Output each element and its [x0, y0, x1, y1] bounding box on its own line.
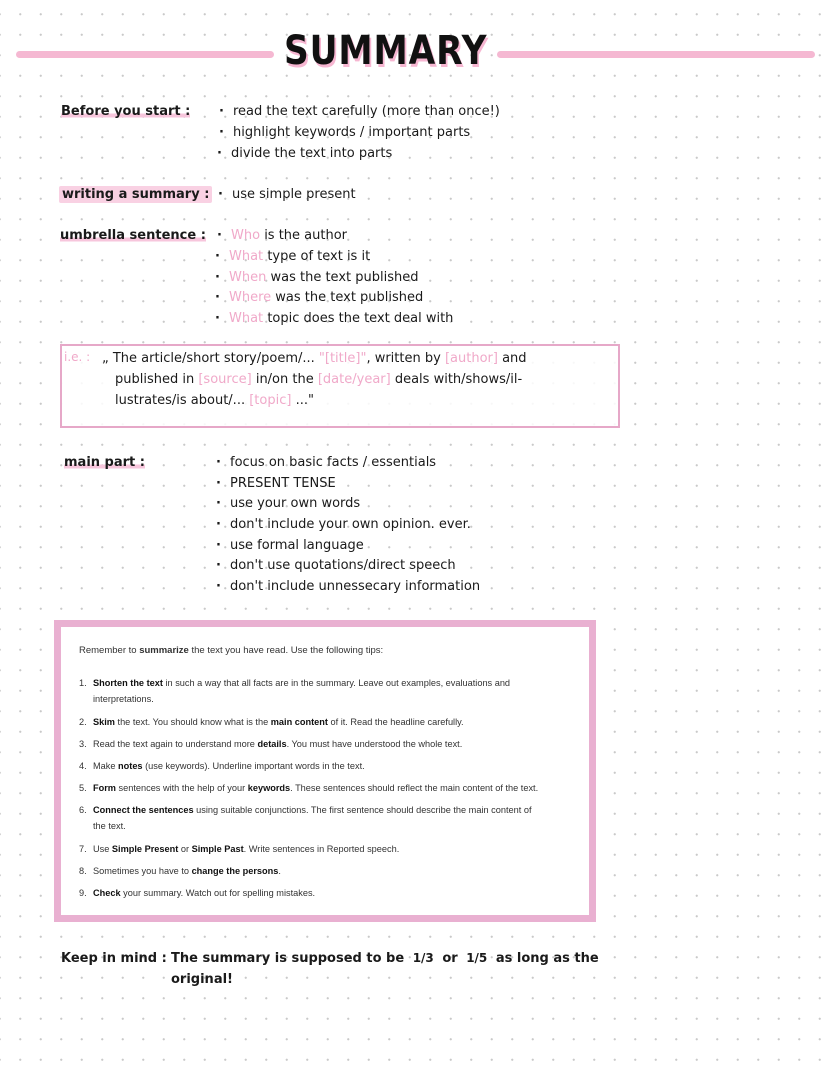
umbrella-item: · Where was the text published: [229, 290, 423, 305]
main-item: · don't include unnessecary information: [230, 579, 480, 594]
tip-item: 9. Check your summary. Watch out for spelling mistakes.: [79, 888, 316, 898]
tip-item: 8. Sometimes you have to change the persons.: [79, 866, 281, 876]
keep-text: The summary is supposed to be 1/3 or 1/5 as long as the: [171, 951, 599, 966]
writing-label: writing a summary :: [59, 187, 212, 202]
umbrella-item: · Who is the author: [231, 228, 347, 243]
umbrella-item: · When was the text published: [229, 270, 418, 285]
title-rule-right: [497, 51, 815, 58]
before-item: · read the text carefully (more than once!): [233, 104, 500, 119]
main-item: · use formal language: [230, 538, 364, 553]
tip-item: 4. Make notes (use keywords). Underline important words in the text.: [79, 761, 365, 771]
tip-item: 1. Shorten the text in such a way that all facts are in the summary. Leave out examples, evaluations and interpretations.: [79, 678, 511, 704]
main-item: · use your own words: [230, 496, 360, 511]
example-prefix: i.e. :: [64, 350, 91, 364]
main-item: · focus on basic facts / essentials: [230, 455, 436, 470]
before-label: Before you start :: [61, 104, 191, 119]
writing-item: · use simple present: [232, 187, 356, 202]
example-line-2: published in [source] in/on the [date/year] deals with/shows/il-: [115, 372, 523, 387]
tip-item: 6. Connect the sentences using suitable conjunctions. The first sentence should describe the main content of the text.: [79, 805, 532, 831]
before-item: · highlight keywords / important parts: [233, 125, 470, 140]
main-item: · don't include your own opinion. ever.: [230, 517, 471, 532]
title-rule-left: [16, 51, 274, 58]
tip-item: 5. Form sentences with the help of your keywords. These sentences should reflect the main content of the text.: [79, 783, 539, 793]
tips-box: [54, 620, 596, 922]
tip-item: 2. Skim the text. You should know what is the main content of it. Read the headline carefully.: [79, 717, 464, 727]
main-item: · don't use quotations/direct speech: [230, 558, 456, 573]
umbrella-item: · What topic does the text deal with: [229, 311, 453, 326]
before-item: · divide the text into parts: [231, 146, 392, 161]
keep-text-cont: original!: [171, 972, 233, 987]
umbrella-label: umbrella sentence :: [60, 228, 206, 243]
main-item: · PRESENT TENSE: [230, 476, 336, 491]
example-line-1: „ The article/short story/poem/... "[title]", written by [author] and: [102, 351, 527, 366]
fraction-fifth: 1/5: [466, 951, 488, 965]
umbrella-item: · What type of text is it: [229, 249, 370, 264]
main-label: main part :: [64, 455, 145, 470]
tip-item: 7. Use Simple Present or Simple Past. Write sentences in Reported speech.: [79, 844, 400, 854]
example-line-3: lustrates/is about/... [topic] ...": [115, 393, 314, 408]
tips-intro: Remember to summarize the text you have read. Use the following tips:: [79, 645, 384, 656]
fraction-third: 1/3: [412, 951, 434, 965]
tip-item: 3. Read the text again to understand more details. You must have understood the whole text.: [79, 739, 463, 749]
page-title: SUMMARY: [284, 28, 488, 74]
keep-label: Keep in mind :: [61, 951, 167, 966]
